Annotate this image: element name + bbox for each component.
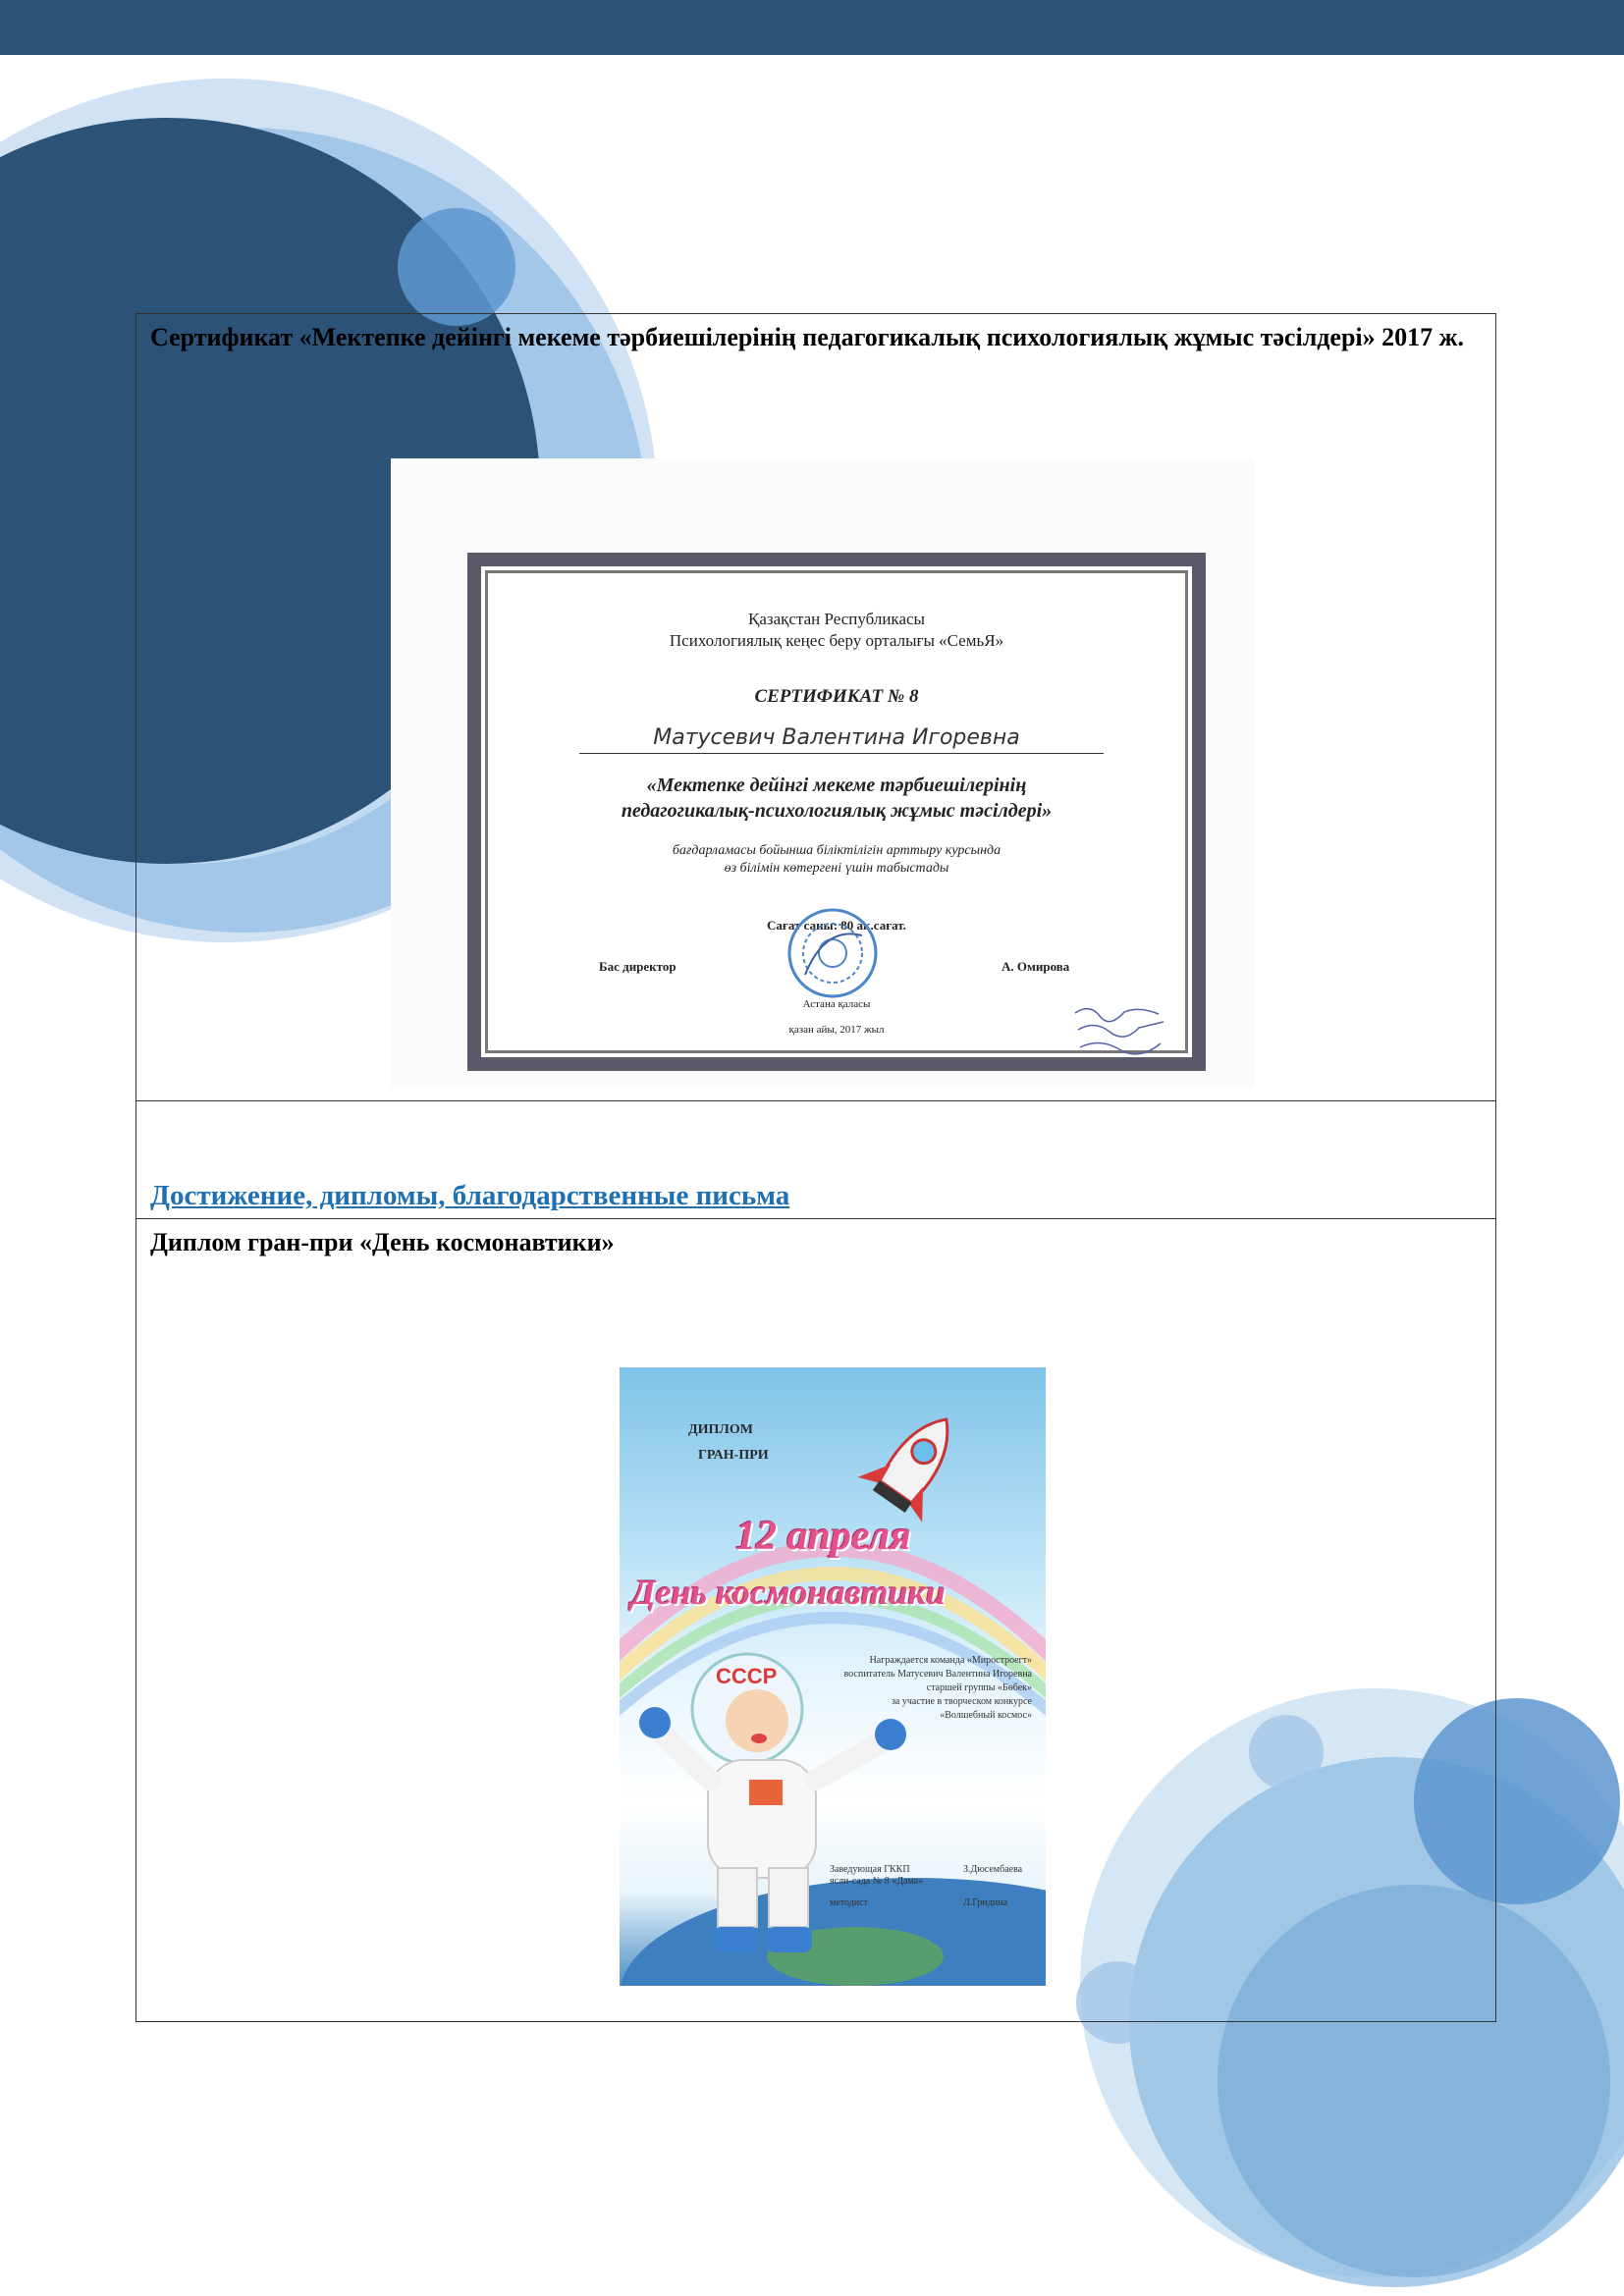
award-line1: Награждается команда «Мироcтроeгт» xyxy=(869,1655,1032,1667)
diploma-footer5: Л.Гридина xyxy=(963,1897,1008,1909)
achievements-link[interactable]: Достижение, дипломы, благодарственные письма xyxy=(150,1180,790,1211)
diploma-footer3: З.Дюсембаева xyxy=(963,1864,1023,1876)
diploma-label: ДИПЛОМ xyxy=(688,1422,753,1438)
award-line3: старшей группы «Бөбек» xyxy=(926,1682,1032,1694)
round-seal-stamp-icon xyxy=(785,906,880,1000)
cert-desc-line2: өз білімін көтергені үшін табыстады xyxy=(724,861,949,877)
content-table xyxy=(135,313,1496,2022)
certificate-row xyxy=(136,314,1496,1101)
diploma-headline-event: День космонавтики xyxy=(631,1573,946,1613)
certificate-frame xyxy=(467,553,1206,1071)
cert-organization: Психологиялық кеңес беру орталығы «СемьЯ» xyxy=(669,631,1004,651)
cert-date: қазан айы, 2017 жыл xyxy=(788,1024,885,1037)
award-line5: «Волшебный космос» xyxy=(940,1710,1032,1722)
diploma-row xyxy=(136,1219,1496,2022)
diploma-cell xyxy=(136,1219,1496,2022)
certificate-cell xyxy=(136,314,1496,1101)
grand-prix-label: ГРАН-ПРИ xyxy=(698,1448,769,1464)
diploma-title: Диплом гран-при «День космонавтики» xyxy=(150,1228,615,1256)
cert-course-line2: педагогикалық-психологиялық жұмыс тәсілдері» xyxy=(621,800,1053,823)
cert-name-underline xyxy=(579,753,1104,754)
cert-desc-line1: бағдарламасы бойынша біліктілігін арттыру курсында xyxy=(672,843,1001,859)
cert-director-name: А. Омирова xyxy=(1001,959,1070,975)
award-line4: за участие в творческом конкурсе xyxy=(891,1696,1032,1708)
cert-hours: Сағат саны: 80 ақ.сағат. xyxy=(767,918,906,934)
cert-number: СЕРТИФИКАТ № 8 xyxy=(754,686,919,708)
section-heading-row xyxy=(136,1101,1496,1219)
diploma-footer4: методист xyxy=(830,1897,868,1909)
award-line2: воспитатель Матусевич Валентина Игоревна xyxy=(843,1669,1032,1681)
cert-course-line1: «Мектепке дейінгі мекеме тәрбиешілерінің xyxy=(646,774,1027,797)
diploma-headline-date: 12 апреля xyxy=(735,1514,911,1560)
handwritten-signature-icon xyxy=(1070,998,1168,1057)
cert-recipient: Матусевич Валентина Игоревна xyxy=(653,725,1020,751)
diploma-footer2: ясли-сада № 8 «Дама» xyxy=(830,1876,924,1888)
helmet-text: СССР xyxy=(716,1664,778,1689)
certificate-title: Сертификат «Мектепке дейінгі мекеме тәрбиешілерінің педагогикалық психологиялық жұмыс тәсілдері» 2017 ж. xyxy=(150,323,1465,351)
diploma-footer1: Заведующая ГККП xyxy=(830,1864,910,1876)
certificate-photo xyxy=(391,458,1255,1089)
cert-director-label: Бас директор xyxy=(599,959,677,975)
rocket-icon xyxy=(856,1397,978,1523)
section-heading-cell xyxy=(136,1101,1496,1219)
cert-city: Астана қаласы xyxy=(802,998,871,1011)
cert-country: Қазақстан Республикасы xyxy=(748,610,925,629)
diploma-photo xyxy=(620,1367,1046,1986)
